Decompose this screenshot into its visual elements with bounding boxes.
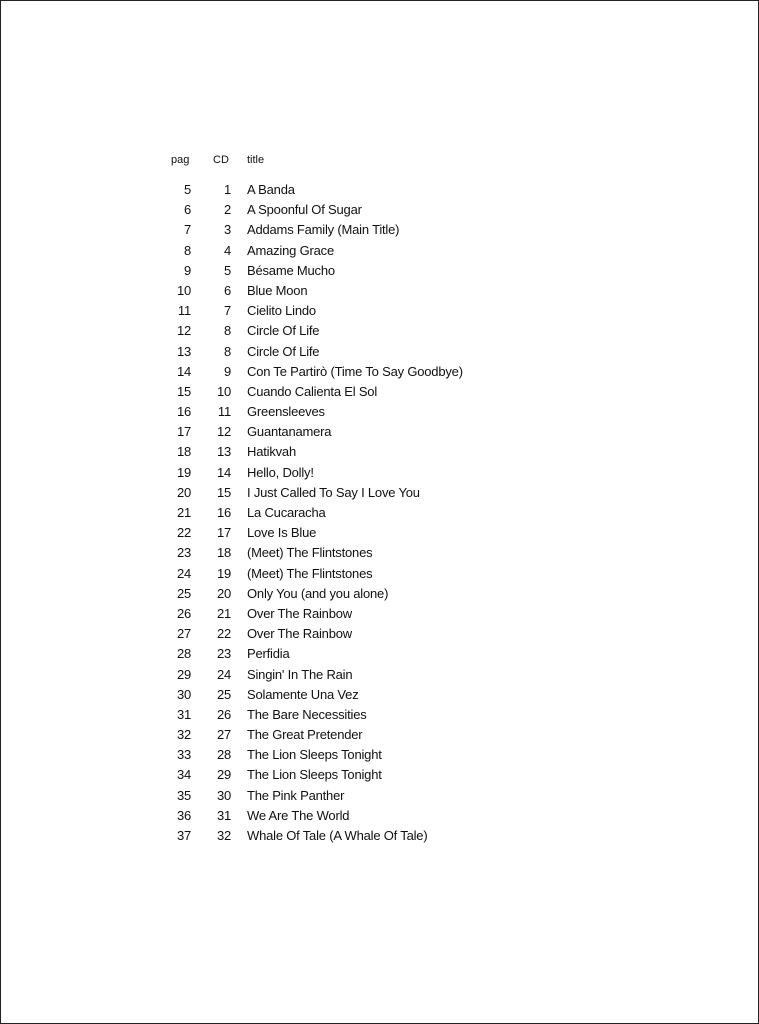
row-cd-track: 22 <box>216 626 231 642</box>
table-row <box>161 362 521 382</box>
row-cd-track: 29 <box>216 767 231 783</box>
table-row <box>161 200 521 220</box>
row-page-number: 22 <box>176 525 191 541</box>
table-row <box>161 301 521 321</box>
row-page-number: 18 <box>176 444 191 460</box>
row-page-number: 21 <box>176 505 191 520</box>
row-page-number: 14 <box>176 363 191 379</box>
table-row <box>161 241 521 261</box>
row-title: Cielito Lindo <box>247 303 316 319</box>
header-cd: CD <box>213 154 229 166</box>
row-title: Over The Rainbow <box>247 626 352 642</box>
row-title: Whale Of Tale (A Whale Of Tale) <box>247 828 428 843</box>
row-page-number: 13 <box>176 343 191 359</box>
row-page-number: 32 <box>176 727 191 743</box>
row-title: Greensleeves <box>247 404 325 420</box>
row-page-number: 8 <box>183 242 191 258</box>
row-page-number: 33 <box>176 747 191 763</box>
row-title: Circle Of Life <box>247 323 320 339</box>
row-title: Solamente Una Vez <box>247 686 359 702</box>
row-cd-track: 25 <box>216 686 231 702</box>
row-cd-track: 16 <box>216 505 231 520</box>
table-row <box>161 281 521 301</box>
toc-header-row <box>161 151 521 169</box>
row-page-number: 11 <box>177 303 191 319</box>
row-cd-track: 8 <box>223 343 231 359</box>
table-of-contents <box>161 151 521 846</box>
table-row <box>161 826 521 846</box>
row-page-number: 29 <box>176 666 191 682</box>
row-title: (Meet) The Flintstones <box>247 545 373 561</box>
row-cd-track: 18 <box>216 545 231 561</box>
row-cd-track: 10 <box>216 383 231 399</box>
row-cd-track: 26 <box>216 706 231 722</box>
table-row <box>161 584 521 604</box>
row-page-number: 35 <box>176 787 191 803</box>
table-row <box>161 442 521 462</box>
row-page-number: 37 <box>176 828 191 843</box>
row-title: A Spoonful Of Sugar <box>247 202 362 218</box>
row-cd-track: 5 <box>223 262 231 278</box>
row-page-number: 12 <box>176 323 191 339</box>
table-row <box>161 765 521 785</box>
row-cd-track: 15 <box>216 484 231 500</box>
row-cd-track: 19 <box>216 565 231 581</box>
table-row <box>161 705 521 725</box>
row-cd-track: 3 <box>223 222 231 238</box>
header-title: title <box>247 154 265 166</box>
row-title: (Meet) The Flintstones <box>247 565 373 581</box>
row-title: Circle Of Life <box>247 343 320 359</box>
table-row <box>161 523 521 543</box>
table-row <box>161 745 521 765</box>
row-title: We Are The World <box>247 807 350 823</box>
row-cd-track: 2 <box>223 202 231 218</box>
row-page-number: 10 <box>176 282 191 298</box>
row-cd-track: 1 <box>223 182 231 197</box>
row-title: Cuando Calienta El Sol <box>247 383 378 399</box>
table-row <box>161 382 521 402</box>
row-page-number: 16 <box>176 404 191 420</box>
row-cd-track: 24 <box>216 666 231 682</box>
row-cd-track: 27 <box>216 727 231 743</box>
row-title: Blue Moon <box>247 282 308 298</box>
row-cd-track: 4 <box>223 242 231 258</box>
table-row <box>161 342 521 362</box>
row-title: The Lion Sleeps Tonight <box>247 767 382 783</box>
row-page-number: 9 <box>183 262 191 278</box>
row-cd-track: 13 <box>216 444 231 460</box>
row-page-number: 31 <box>176 706 191 722</box>
row-page-number: 23 <box>176 545 191 561</box>
row-cd-track: 17 <box>216 525 231 541</box>
row-page-number: 5 <box>183 182 191 197</box>
row-cd-track: 32 <box>216 828 231 843</box>
row-page-number: 28 <box>176 646 191 662</box>
row-cd-track: 7 <box>223 303 231 319</box>
row-title: Over The Rainbow <box>247 605 352 621</box>
table-row <box>161 402 521 422</box>
row-cd-track: 8 <box>223 323 231 339</box>
row-title: Con Te Partirò (Time To Say Goodbye) <box>247 363 463 379</box>
row-page-number: 36 <box>176 807 191 823</box>
table-row <box>161 665 521 685</box>
table-row <box>161 220 521 240</box>
row-title: A Banda <box>247 182 295 197</box>
table-row <box>161 543 521 563</box>
row-cd-track: 20 <box>216 585 231 601</box>
row-title: Perfidia <box>247 646 290 662</box>
row-title: The Great Pretender <box>247 727 363 743</box>
table-row <box>161 786 521 806</box>
row-page-number: 30 <box>176 686 191 702</box>
row-title: I Just Called To Say I Love You <box>247 484 420 500</box>
row-page-number: 15 <box>176 383 191 399</box>
table-row <box>161 483 521 503</box>
row-title: Bésame Mucho <box>247 262 335 278</box>
row-page-number: 25 <box>176 585 191 601</box>
table-row <box>161 503 521 523</box>
row-page-number: 27 <box>176 626 191 642</box>
row-cd-track: 28 <box>216 747 231 763</box>
table-row <box>161 725 521 745</box>
table-row <box>161 564 521 584</box>
row-title: Addams Family (Main Title) <box>247 222 400 238</box>
row-title: Singin' In The Rain <box>247 666 353 682</box>
table-row <box>161 463 521 483</box>
row-title: Guantanamera <box>247 424 332 440</box>
table-row <box>161 321 521 341</box>
row-title: Amazing Grace <box>247 242 334 258</box>
table-row <box>161 422 521 442</box>
row-page-number: 34 <box>176 767 191 783</box>
row-page-number: 6 <box>183 202 191 218</box>
row-page-number: 24 <box>176 565 191 581</box>
row-cd-track: 31 <box>216 807 231 823</box>
row-page-number: 7 <box>183 222 191 238</box>
row-cd-track: 12 <box>216 424 231 440</box>
row-cd-track: 23 <box>216 646 231 662</box>
row-page-number: 19 <box>176 464 191 480</box>
table-row <box>161 604 521 624</box>
row-title: The Lion Sleeps Tonight <box>247 747 382 763</box>
row-title: La Cucaracha <box>247 505 326 520</box>
row-page-number: 17 <box>176 424 191 440</box>
row-title: The Pink Panther <box>247 787 345 803</box>
row-title: Love Is Blue <box>247 525 317 541</box>
row-cd-track: 21 <box>216 605 231 621</box>
toc-rows <box>161 180 521 846</box>
table-row <box>161 806 521 826</box>
row-page-number: 20 <box>176 484 191 500</box>
row-page-number: 26 <box>176 605 191 621</box>
row-title: Hatikvah <box>247 444 296 460</box>
table-row <box>161 261 521 281</box>
table-row <box>161 644 521 664</box>
table-row <box>161 685 521 705</box>
row-cd-track: 14 <box>216 464 231 480</box>
row-title: Only You (and you alone) <box>247 585 389 601</box>
row-cd-track: 6 <box>223 282 231 298</box>
row-title: Hello, Dolly! <box>247 464 314 480</box>
table-row <box>161 624 521 644</box>
header-pag: pag <box>171 154 190 166</box>
row-cd-track: 11 <box>217 404 231 420</box>
row-cd-track: 9 <box>223 363 231 379</box>
row-title: The Bare Necessities <box>247 706 367 722</box>
row-cd-track: 30 <box>216 787 231 803</box>
table-row <box>161 180 521 200</box>
